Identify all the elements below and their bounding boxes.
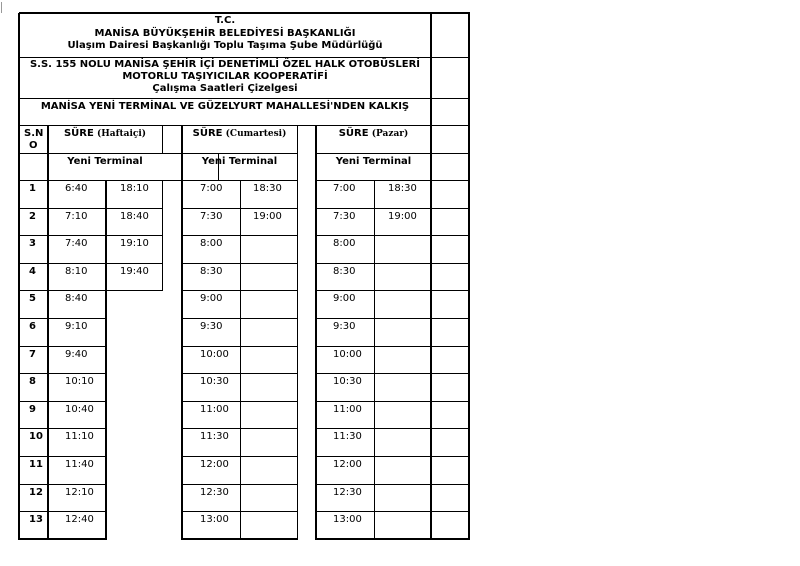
row-2-sunday-time-2: 19:00	[388, 211, 417, 222]
row-2-number: 2	[29, 211, 36, 222]
weekday-sure-label	[48, 128, 162, 140]
header-department: Ulaşım Dairesi Başkanlığı Toplu Taşıma Şube Müdürlüğü	[67, 40, 383, 51]
row-5-sunday-cell-2	[374, 290, 432, 319]
saturday-terminal-label: Yeni Terminal	[201, 156, 278, 167]
row-7-saturday-time-1: 10:00	[200, 349, 229, 360]
row-11-side-cell	[431, 456, 470, 485]
weekday-sure-prefix: SÜRE	[63, 128, 94, 139]
row-9-sunday-cell-2	[374, 401, 432, 429]
row-2-saturday-time-1: 7:30	[200, 211, 223, 222]
row-5-weekday-time-1: 8:40	[65, 293, 88, 304]
route-title: MANİSA YENİ TERMİNAL VE GÜZELYURT MAHALLESİ'NDEN KALKIŞ	[40, 101, 410, 112]
row-4-saturday-time-1: 8:30	[200, 266, 223, 277]
weekday-sure-paren: (Haftaiçi)	[97, 129, 147, 139]
saturday-sure-prefix: SÜRE	[192, 128, 223, 139]
row-7-sunday-cell-2	[374, 346, 432, 374]
row-11-number: 11	[29, 459, 43, 470]
row-2-saturday-time-2: 19:00	[253, 211, 282, 222]
grid-vline-6	[105, 180, 107, 540]
row-1-number: 1	[29, 183, 36, 194]
row-8-number: 8	[29, 376, 36, 387]
coop-title-2: MOTORLU TAŞIYICILAR KOOPERATİFİ	[122, 71, 328, 82]
page-corner-mark	[1, 2, 2, 13]
grid-bottom-line-sun	[316, 538, 470, 540]
grid-vline-2	[430, 13, 432, 540]
row-1-side-cell	[431, 180, 470, 209]
row-1-saturday-time-2: 18:30	[253, 183, 282, 194]
row-8-weekday-time-1: 10:10	[65, 376, 94, 387]
row-13-sunday-cell-2	[374, 511, 432, 540]
grid-top-line	[19, 12, 470, 14]
row-2-sunday-time-1: 7:30	[333, 211, 356, 222]
sunday-sure-paren: (Pazar)	[371, 129, 409, 139]
row-10-saturday-time-1: 11:30	[200, 431, 229, 442]
row-7-weekday-time-1: 9:40	[65, 349, 88, 360]
row-8-saturday-cell-2	[240, 373, 298, 402]
side-header-2	[431, 153, 470, 181]
row-2-weekday-time-2: 18:40	[120, 211, 149, 222]
row-10-sunday-cell-2	[374, 428, 432, 457]
row-1-weekday-time-1: 6:40	[65, 183, 88, 194]
header-municipality: MANİSA BÜYÜKŞEHİR BELEDİYESİ BAŞKANLIĞI	[94, 28, 356, 39]
row-4-side-cell	[431, 263, 470, 291]
row-10-weekday-time-1: 11:10	[65, 431, 94, 442]
row-1-sunday-time-1: 7:00	[333, 183, 356, 194]
row-8-saturday-time-1: 10:30	[200, 376, 229, 387]
row-1-saturday-time-1: 7:00	[200, 183, 223, 194]
row-8-sunday-cell-2	[374, 373, 432, 402]
row-5-sunday-time-1: 9:00	[333, 293, 356, 304]
row-10-sunday-time-1: 11:30	[333, 431, 362, 442]
row-12-number: 12	[29, 487, 43, 498]
sno-header-2	[19, 153, 49, 181]
grid-vline-5	[47, 125, 49, 540]
grid-vline-0	[18, 13, 20, 540]
row-3-number: 3	[29, 238, 36, 249]
grid-bottom-line-sat	[182, 538, 298, 540]
row-10-saturday-cell-2	[240, 428, 298, 457]
row-3-weekday-time-1: 7:40	[65, 238, 88, 249]
row-9-sunday-time-1: 11:00	[333, 404, 362, 415]
row-4-sunday-time-1: 8:30	[333, 266, 356, 277]
row-9-weekday-time-1: 10:40	[65, 404, 94, 415]
row-3-saturday-time-1: 8:00	[200, 238, 223, 249]
row-2-weekday-time-1: 7:10	[65, 211, 88, 222]
row-8-side-cell	[431, 373, 470, 402]
row-11-sunday-time-1: 12:00	[333, 459, 362, 470]
route-side-box	[431, 98, 470, 126]
row-6-saturday-cell-2	[240, 318, 298, 347]
row-6-number: 6	[29, 321, 36, 332]
row-3-sunday-cell-2	[374, 235, 432, 264]
sunday-terminal-label: Yeni Terminal	[335, 156, 412, 167]
row-9-number: 9	[29, 404, 36, 415]
grid-bottom-line	[19, 538, 107, 540]
row-13-number: 13	[29, 514, 43, 525]
row-3-side-cell	[431, 235, 470, 264]
grid-vline-3	[181, 125, 183, 540]
row-3-saturday-cell-2	[240, 235, 298, 264]
row-5-saturday-cell-2	[240, 290, 298, 319]
row-4-sunday-cell-2	[374, 263, 432, 291]
row-7-side-cell	[431, 346, 470, 374]
row-13-saturday-cell-2	[240, 511, 298, 540]
row-11-saturday-time-1: 12:00	[200, 459, 229, 470]
row-13-side-cell	[431, 511, 470, 540]
row-11-weekday-time-1: 11:40	[65, 459, 94, 470]
row-9-saturday-cell-2	[240, 401, 298, 429]
row-7-sunday-time-1: 10:00	[333, 349, 362, 360]
weekday-terminal-label: Yeni Terminal	[67, 156, 143, 167]
row-12-saturday-cell-2	[240, 484, 298, 512]
row-6-saturday-time-1: 9:30	[200, 321, 223, 332]
sno-label-1: S.N	[24, 128, 44, 139]
row-12-sunday-cell-2	[374, 484, 432, 512]
row-9-side-cell	[431, 401, 470, 429]
header-side-box	[431, 13, 470, 58]
row-6-weekday-time-1: 9:10	[65, 321, 88, 332]
row-4-weekday-time-2: 19:40	[120, 266, 149, 277]
row-9-saturday-time-1: 11:00	[200, 404, 229, 415]
row-6-sunday-time-1: 9:30	[333, 321, 356, 332]
grid-vline-4	[315, 125, 317, 540]
row-5-side-cell	[431, 290, 470, 319]
row-12-side-cell	[431, 484, 470, 512]
sunday-sure-prefix: SÜRE	[338, 128, 369, 139]
coop-side-box	[431, 57, 470, 99]
coop-subtitle: Çalışma Saatleri Çizelgesi	[152, 83, 298, 94]
row-3-weekday-time-2: 19:10	[120, 238, 149, 249]
row-10-side-cell	[431, 428, 470, 457]
row-13-saturday-time-1: 13:00	[200, 514, 229, 525]
grid-vline-1	[468, 13, 470, 540]
row-12-saturday-time-1: 12:30	[200, 487, 229, 498]
row-10-number: 10	[29, 431, 43, 442]
row-7-saturday-cell-2	[240, 346, 298, 374]
row-8-sunday-time-1: 10:30	[333, 376, 362, 387]
row-4-number: 4	[29, 266, 36, 277]
row-12-weekday-time-1: 12:10	[65, 487, 94, 498]
sunday-sure-label	[316, 128, 431, 140]
row-5-number: 5	[29, 293, 36, 304]
row-13-weekday-time-1: 12:40	[65, 514, 94, 525]
saturday-sure-label	[182, 128, 297, 140]
row-12-sunday-time-1: 12:30	[333, 487, 362, 498]
row-7-number: 7	[29, 349, 36, 360]
row-3-sunday-time-1: 8:00	[333, 238, 356, 249]
row-5-saturday-time-1: 9:00	[200, 293, 223, 304]
row-1-sunday-time-2: 18:30	[388, 183, 417, 194]
side-header	[431, 125, 470, 154]
row-6-sunday-cell-2	[374, 318, 432, 347]
row-13-sunday-time-1: 13:00	[333, 514, 362, 525]
row-11-saturday-cell-2	[240, 456, 298, 485]
row-4-weekday-time-1: 8:10	[65, 266, 88, 277]
row-11-sunday-cell-2	[374, 456, 432, 485]
sno-label-2: O	[29, 140, 38, 151]
header-tc: T.C.	[214, 15, 236, 26]
saturday-sure-paren: (Cumartesi)	[225, 129, 287, 139]
row-6-side-cell	[431, 318, 470, 347]
row-2-side-cell	[431, 208, 470, 236]
row-4-saturday-cell-2	[240, 263, 298, 291]
row-1-weekday-time-2: 18:10	[120, 183, 149, 194]
coop-title-1: S.S. 155 NOLU MANİSA ŞEHİR İÇİ DENETİMLİ ÖZEL HALK OTOBÜSLERİ	[29, 59, 421, 70]
